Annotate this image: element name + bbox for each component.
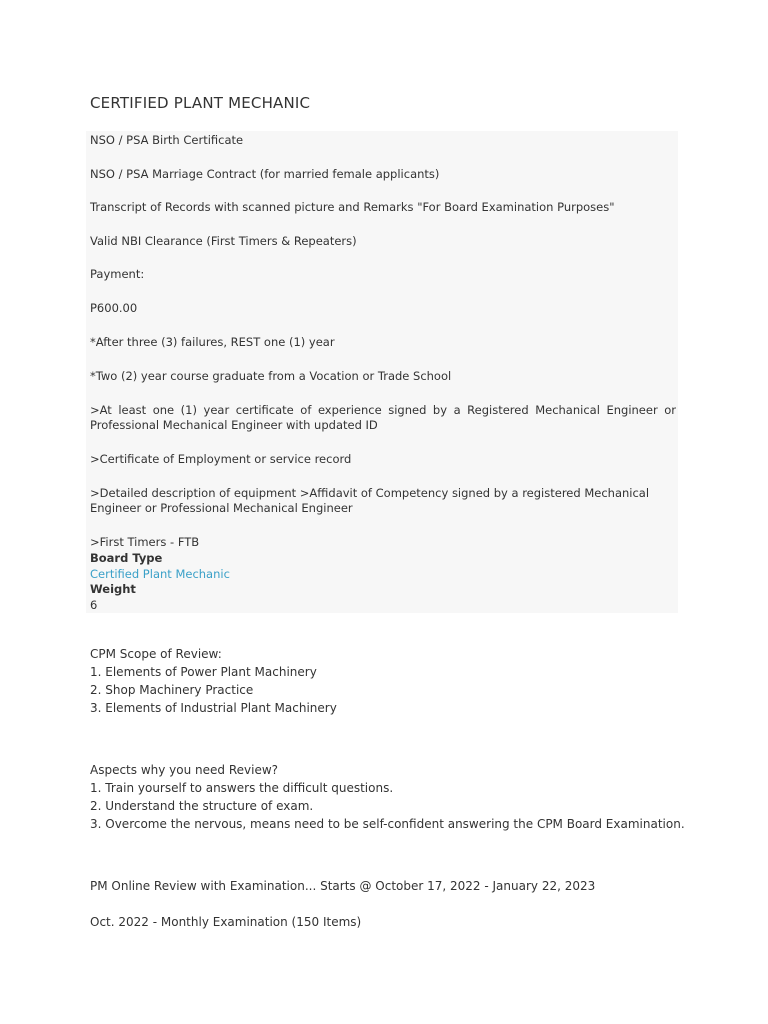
weight-label: Weight	[90, 582, 136, 596]
scope-heading: CPM Scope of Review:	[90, 647, 222, 661]
payment-label: Payment:	[90, 267, 145, 281]
requirement-item: >First Timers - FTB	[90, 535, 200, 549]
scope-section	[90, 645, 730, 717]
weight-value: 6	[90, 598, 98, 612]
list-item: 1. Train yourself to answers the difficult questions.	[90, 781, 394, 795]
payment-amount: P600.00	[90, 301, 138, 315]
requirement-item: >Certificate of Employment or service record	[90, 452, 352, 466]
board-type-link[interactable]: Certified Plant Mechanic	[90, 567, 230, 581]
requirement-item: NSO / PSA Birth Certificate	[90, 133, 244, 147]
requirement-item: >At least one (1) year certificate of experience signed by a Registered Mechanical Engineer or Professional Mechanical Engineer with updated ID	[90, 403, 676, 432]
page-title: CERTIFIED PLANT MECHANIC	[90, 94, 311, 112]
schedule-line: PM Online Review with Examination... Starts @ October 17, 2022 - January 22, 2023	[90, 879, 596, 893]
aspects-section	[90, 761, 730, 833]
requirement-item: >Detailed description of equipment >Affidavit of Competency signed by a registered Mechanical Engineer or Professional Mechanical Engineer	[90, 486, 650, 515]
board-type-label: Board Type	[90, 551, 163, 565]
list-item: 3. Overcome the nervous, means need to be self-confident answering the CPM Board Examination.	[90, 817, 685, 831]
list-item: 1. Elements of Power Plant Machinery	[90, 665, 317, 679]
requirement-note: *After three (3) failures, REST one (1) year	[90, 335, 335, 349]
schedule-line: Oct. 2022 - Monthly Examination (150 Items)	[90, 915, 362, 929]
requirement-item: Valid NBI Clearance (First Timers & Repeaters)	[90, 234, 357, 248]
list-item: 2. Shop Machinery Practice	[90, 683, 254, 697]
requirement-note: *Two (2) year course graduate from a Vocation or Trade School	[90, 369, 452, 383]
list-item: 3. Elements of Industrial Plant Machinery	[90, 701, 337, 715]
requirement-item: Transcript of Records with scanned picture and Remarks "For Board Examination Purposes"	[90, 200, 615, 214]
requirement-item: NSO / PSA Marriage Contract (for married female applicants)	[90, 167, 440, 181]
list-item: 2. Understand the structure of exam.	[90, 799, 314, 813]
aspects-heading: Aspects why you need Review?	[90, 763, 279, 777]
